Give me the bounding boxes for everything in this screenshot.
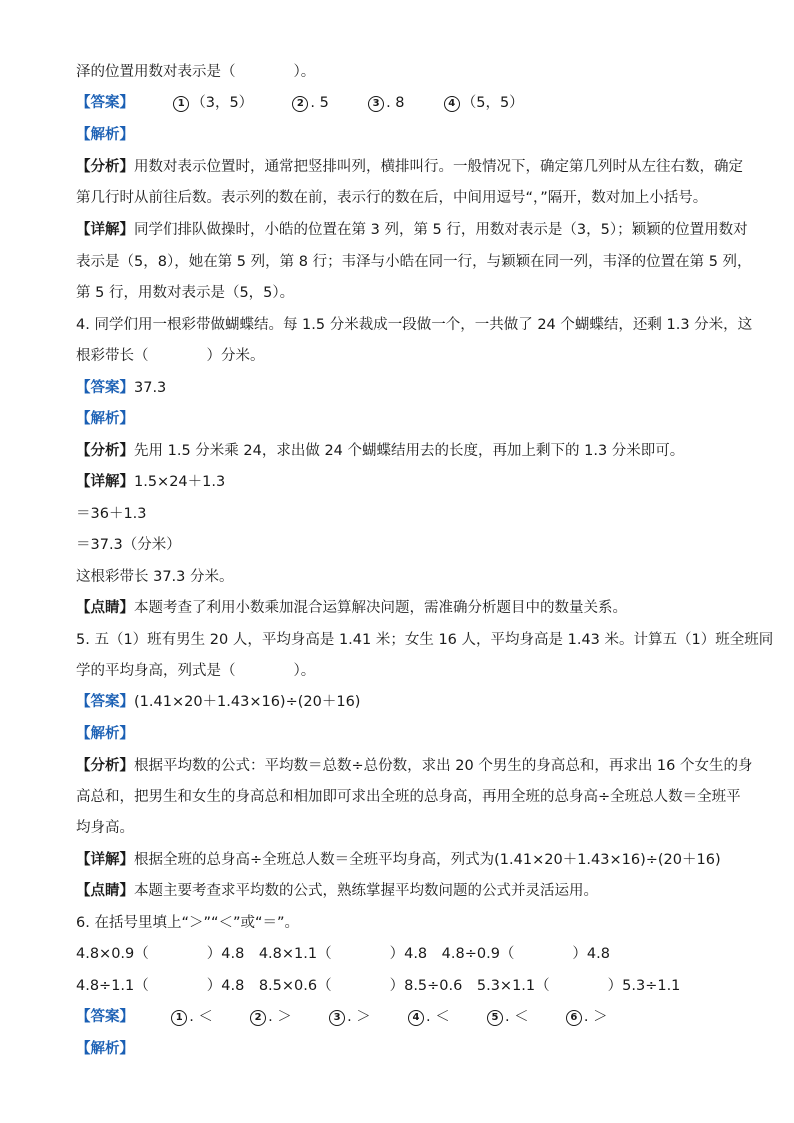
circled-number-icon: 4 — [444, 96, 460, 112]
q3-fenxi-line-1: 【分析】用数对表示位置时，通常把竖排叫列，横排叫行。一般情况下，确定第几列时从左往右数，确定 — [76, 159, 743, 175]
q6-answer-row — [76, 1007, 608, 1027]
q6-stem: 6. 在括号里填上“＞”“＜”或“＝”。 — [76, 915, 300, 931]
q5-fenxi-line-3: 均身高。 — [76, 820, 134, 836]
q5-detail-line: 【详解】根据全班的总身高÷全班总人数＝全班平均身高，列式为(1.41×20＋1.43×16)÷(20＋16) — [76, 852, 721, 868]
q4-dianjing-line: 【点睛】本题考查了利用小数乘加混合运算解决问题，需准确分析题目中的数量关系。 — [76, 600, 627, 616]
q6-row-2: 4.8÷1.1（ ）4.8 8.5×0.6（ ）8.5÷0.6 5.3×1.1（ ）5.3÷1.1 — [76, 978, 681, 994]
q3-detail-line-2: 表示是（5，8），她在第 5 列，第 8 行；韦泽与小皓在同一行，与颖颖在同一列，韦泽的位置在第 5 列， — [76, 254, 752, 270]
q3-detail-line-3: 第 5 行，用数对表示是（5，5）。 — [76, 285, 295, 301]
q6-answer-2: 2 . ＞ — [250, 1007, 292, 1027]
q6-answer-4: 4 . ＜ — [408, 1007, 450, 1027]
answer-label: 【答案】 — [76, 1009, 134, 1025]
q5-stem-line-1: 5. 五（1）班有男生 20 人，平均身高是 1.41 米；女生 16 人，平均身高是 1.43 米。计算五（1）班全班同 — [76, 632, 774, 648]
q4-answer-row: 【答案】37.3 — [76, 380, 167, 396]
q4-detail-line-2: ＝36＋1.3 — [76, 506, 147, 522]
q6-answer-5: 5 . ＜ — [487, 1007, 529, 1027]
circled-number-icon: 4 — [408, 1010, 424, 1026]
q6-answer-6: 6 . ＞ — [566, 1007, 608, 1027]
q5-fenxi-line-1: 【分析】根据平均数的公式：平均数＝总数÷总份数，求出 20 个男生的身高总和，再求出 16 个女生的身 — [76, 758, 753, 774]
circled-number-icon: 6 — [566, 1010, 582, 1026]
circled-number-icon: 3 — [368, 96, 384, 112]
q4-detail-line-3: ＝37.3（分米） — [76, 537, 181, 553]
q5-analysis-heading: 【解析】 — [76, 726, 134, 742]
q6-answer-1: 1 . ＜ — [171, 1007, 213, 1027]
q4-conclusion: 这根彩带长 37.3 分米。 — [76, 569, 234, 585]
answer-label: 【答案】 — [76, 95, 134, 111]
q3-answer-1: 1 （3，5） — [173, 93, 253, 113]
q3-detail-line-1: 【详解】同学们排队做操时，小皓的位置在第 3 列，第 5 行，用数对表示是（3，5）；颖颖的位置用数对 — [76, 222, 748, 238]
q5-answer-row: 【答案】(1.41×20＋1.43×16)÷(20＋16) — [76, 694, 361, 710]
q4-analysis-heading: 【解析】 — [76, 411, 134, 427]
q3-answer-3: 3 . 8 — [368, 93, 404, 113]
q3-answer-row — [76, 93, 524, 113]
q6-row-1: 4.8×0.9（ ）4.8 4.8×1.1（ ）4.8 4.8÷0.9（ ）4.8 — [76, 946, 610, 962]
circled-number-icon: 2 — [292, 96, 308, 112]
q4-stem-line-1: 4. 同学们用一根彩带做蝴蝶结。每 1.5 分米裁成一段做一个，一共做了 24 个蝴蝶结，还剩 1.3 分米，这 — [76, 317, 753, 333]
q4-stem-line-2: 根彩带长（ ）分米。 — [76, 348, 265, 364]
q3-stem-tail: 泽的位置用数对表示是（ ）。 — [76, 64, 316, 80]
q3-analysis-heading: 【解析】 — [76, 127, 134, 143]
q6-analysis-heading: 【解析】 — [76, 1041, 134, 1057]
q5-fenxi-line-2: 高总和，把男生和女生的身高总和相加即可求出全班的总身高，再用全班的总身高÷全班总人数＝全班平 — [76, 789, 741, 805]
q3-answer-4: 4 （5，5） — [444, 93, 524, 113]
q4-detail-line-1: 【详解】1.5×24＋1.3 — [76, 474, 226, 490]
q3-answer-2: 2 . 5 — [292, 93, 328, 113]
q6-answer-3: 3 . ＞ — [329, 1007, 371, 1027]
q4-fenxi-line: 【分析】先用 1.5 分米乘 24，求出做 24 个蝴蝶结用去的长度，再加上剩下的 1.3 分米即可。 — [76, 443, 685, 459]
q5-dianjing-line: 【点睛】本题主要考查求平均数的公式，熟练掌握平均数问题的公式并灵活运用。 — [76, 883, 598, 899]
circled-number-icon: 2 — [250, 1010, 266, 1026]
q5-stem-line-2: 学的平均身高，列式是（ ）。 — [76, 663, 316, 679]
circled-number-icon: 3 — [329, 1010, 345, 1026]
circled-number-icon: 1 — [171, 1010, 187, 1026]
q3-fenxi-line-2: 第几行时从前往后数。表示列的数在前，表示行的数在后，中间用逗号“，”隔开，数对加上小括号。 — [76, 190, 708, 206]
circled-number-icon: 5 — [487, 1010, 503, 1026]
circled-number-icon: 1 — [173, 96, 189, 112]
